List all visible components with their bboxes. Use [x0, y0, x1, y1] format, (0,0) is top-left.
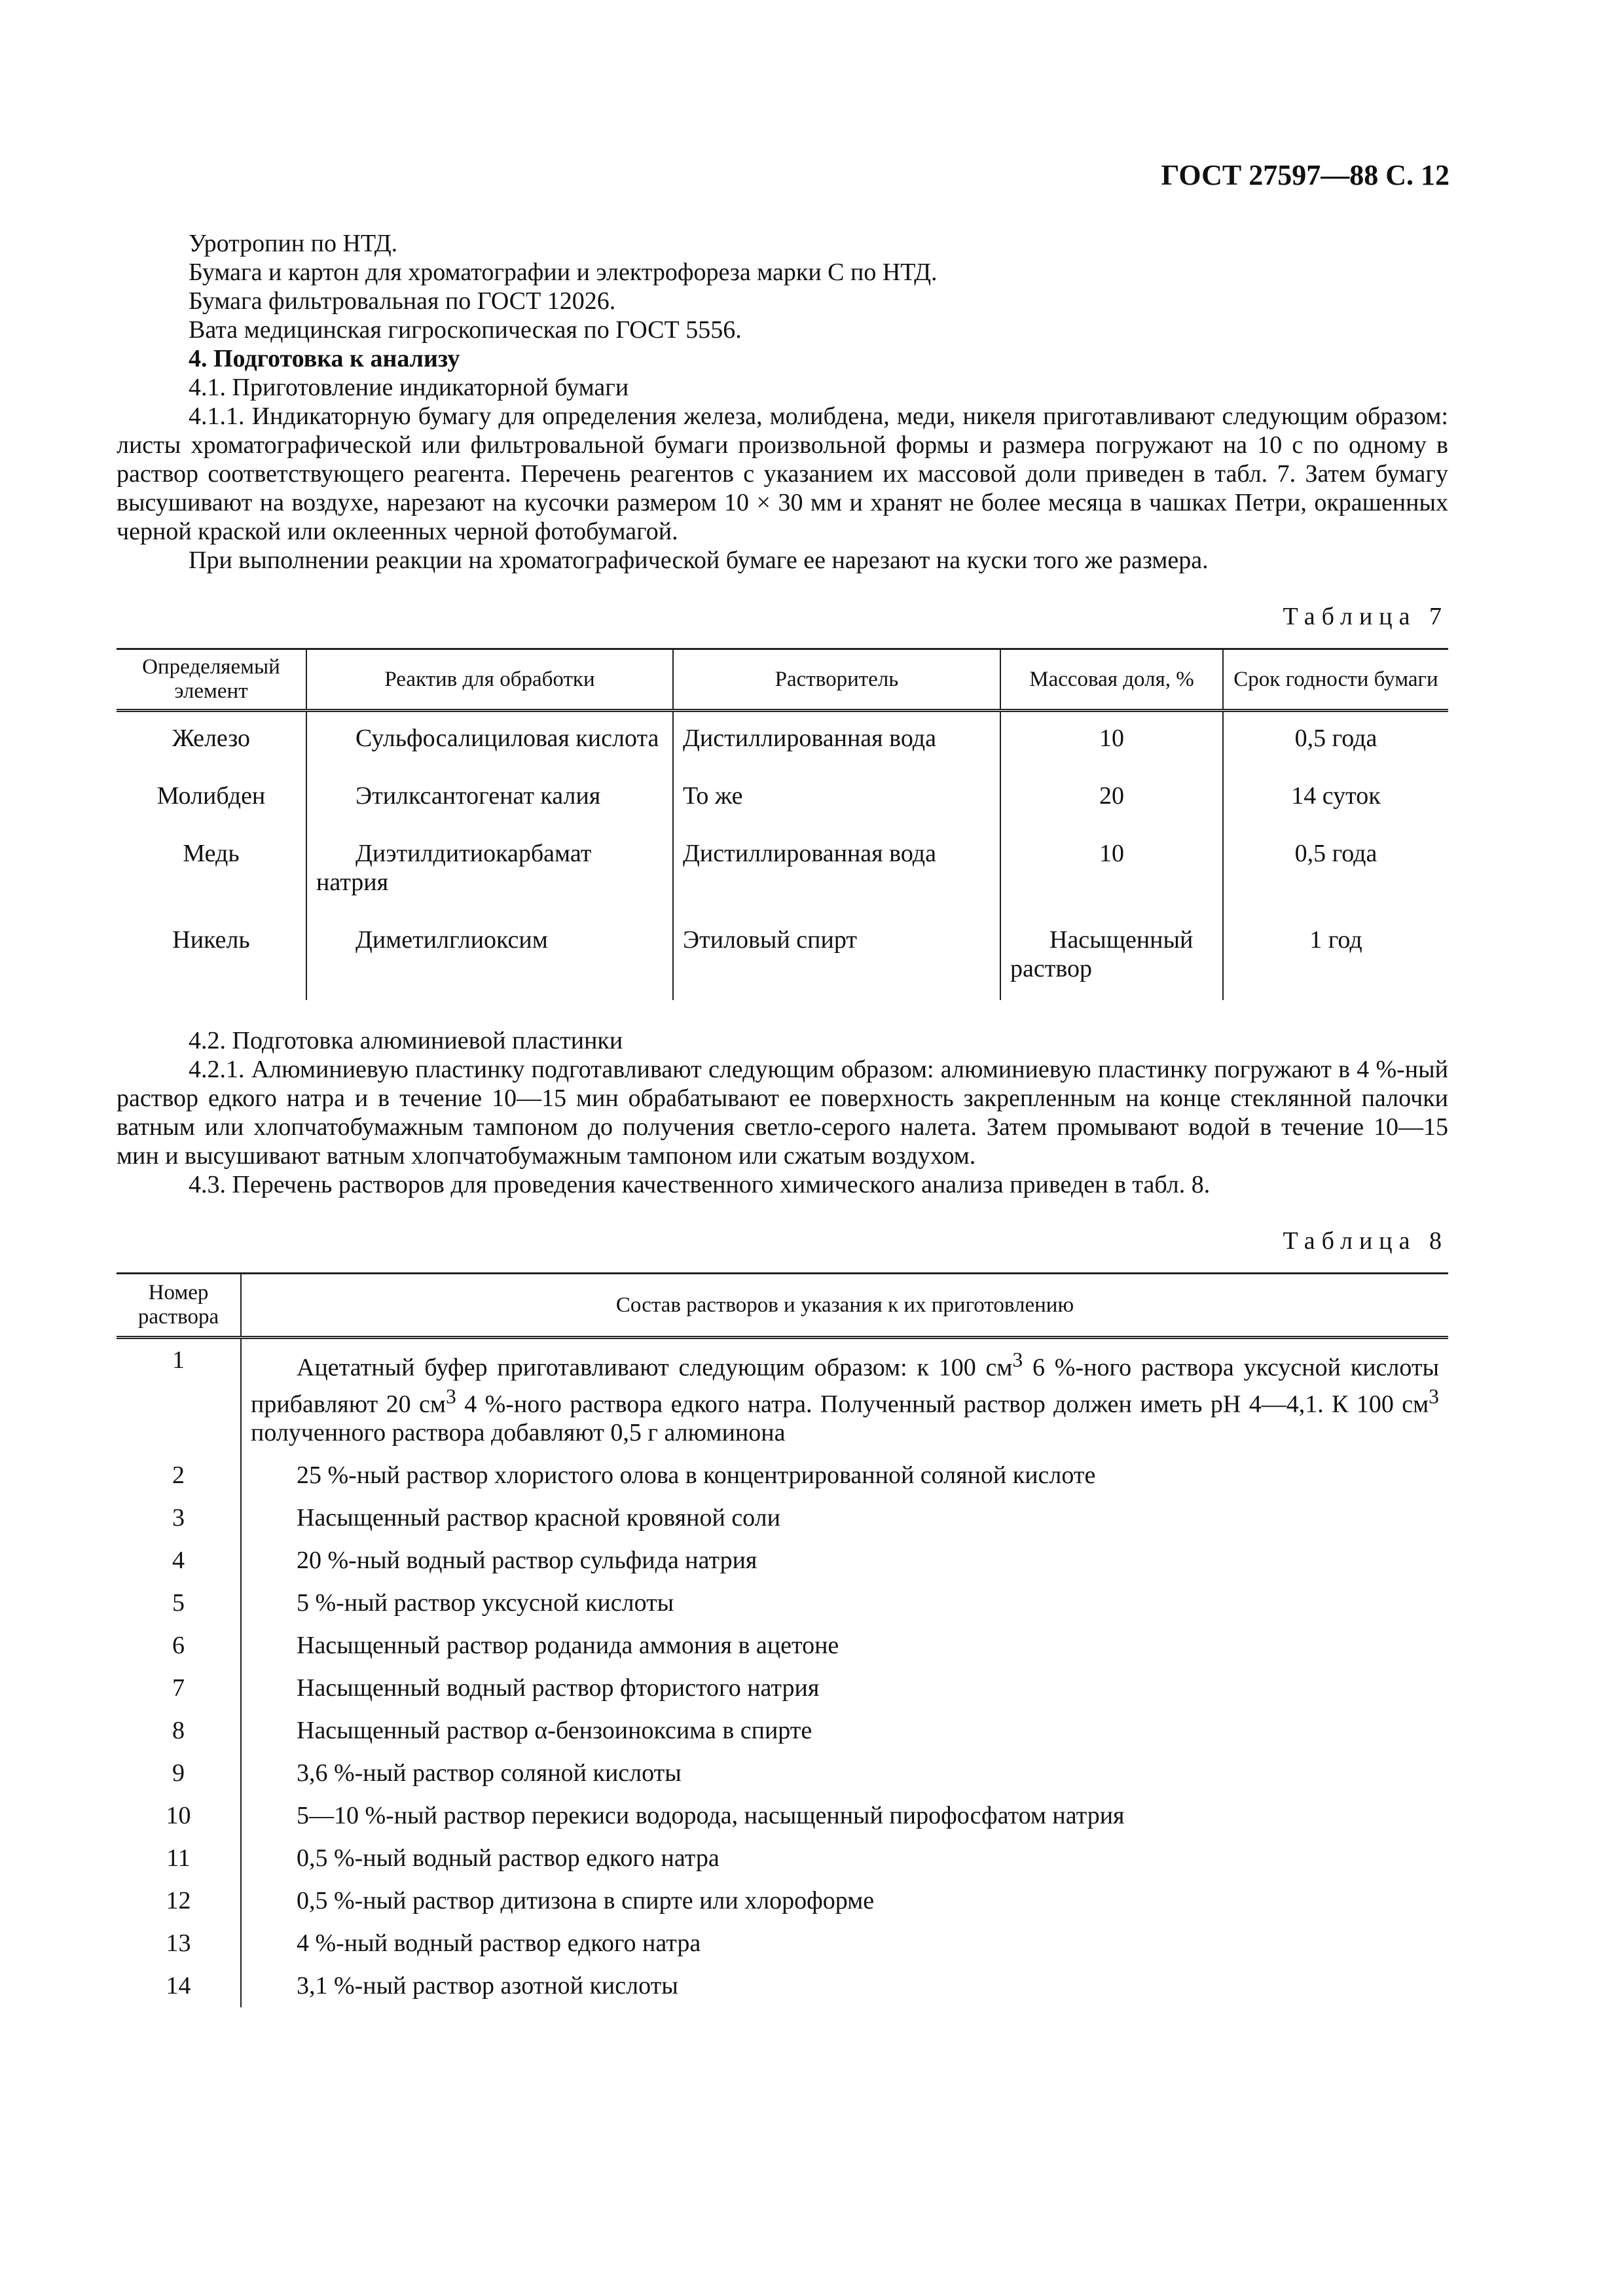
table-cell: Железо	[172, 725, 251, 752]
table-cell: 12	[166, 1887, 191, 1915]
table-row	[117, 1338, 1448, 1455]
table-cell: 14	[166, 1972, 191, 2000]
table-cell: Насыщенный раствор красной кровяной соли	[241, 1497, 1448, 1539]
table-row	[117, 770, 1448, 827]
document-body	[117, 229, 1448, 2007]
table-row	[117, 914, 1448, 1000]
table-row	[117, 1837, 1448, 1880]
table-row	[117, 1667, 1448, 1710]
table-row	[117, 1710, 1448, 1752]
table-cell: Диметилглиоксим	[306, 914, 673, 1000]
table-cell: Насыщенный водный раствор фтористого натрия	[241, 1667, 1448, 1710]
table-row	[117, 1965, 1448, 2007]
table-row	[117, 1582, 1448, 1624]
table-cell: 5	[172, 1589, 185, 1617]
table-cell: 5—10 %-ный раствор перекиси водорода, насыщенный пирофосфатом натрия	[241, 1795, 1448, 1837]
table-cell: То же	[673, 770, 1000, 827]
superscript: 3	[1429, 1384, 1439, 1408]
table8-header-cell: Состав растворов и указания к их приготовлению	[241, 1274, 1448, 1338]
table-cell: 1 год	[1223, 914, 1448, 1000]
table-cell: 10	[166, 1802, 191, 1830]
table-cell: Этилксантогенат калия	[306, 770, 673, 827]
table-cell: 3,6 %-ный раствор соляной кислоты	[241, 1752, 1448, 1795]
table-cell: Сульфосалициловая кислота	[306, 711, 673, 770]
table-cell: 14 суток	[1223, 770, 1448, 827]
table-cell: 7	[172, 1674, 185, 1702]
paragraph-chromatography: При выполнении реакции на хроматографической бумаге ее нарезают на куски того же размера.	[189, 547, 1209, 574]
table-cell-text: 4 %-ного раствора едкого натра. Полученный раствор должен иметь рН 4—4,1. К 100 см	[456, 1390, 1429, 1418]
table-cell: Дистиллированная вода	[673, 827, 1000, 914]
table8-header-cell: Номер раствора	[117, 1274, 241, 1338]
table7-header-cell: Реактив для обработки	[306, 649, 673, 711]
table-cell: Медь	[183, 840, 240, 867]
table-row	[117, 1880, 1448, 1922]
intro-line: Уротропин по НТД.	[189, 230, 398, 257]
table-row	[117, 1497, 1448, 1539]
table-row	[117, 1795, 1448, 1837]
table-row	[117, 827, 1448, 914]
table-cell: 3	[172, 1504, 185, 1532]
table7-header-cell: Массовая доля, %	[1000, 649, 1223, 711]
table-row	[117, 1624, 1448, 1667]
table8-header-row	[117, 1274, 1448, 1338]
table-cell: 8	[172, 1717, 185, 1745]
table-cell: 10	[1000, 827, 1223, 914]
table7-header-cell: Растворитель	[673, 649, 1000, 711]
table-cell-text: полученного раствора добавляют 0,5 г алюминона	[251, 1419, 786, 1447]
table-cell: 11	[166, 1844, 191, 1873]
intro-line: Бумага фильтровальная по ГОСТ 12026.	[189, 287, 616, 315]
paragraph-4-2-1: 4.2.1. Алюминиевую пластинку подготавливают следующим образом: алюминиевую пластинку погружают в 4 %-ный раствор едкого натра и в течение 10—15 мин обрабатывают ее поверхность закрепленным на конце стеклянной палочки ватным или хлопчатобумажным тампоном до получения светло-серого налета. Затем промывают водой в течение 10—15 мин и высушивают ватным хлопчатобумажным тампоном или сжатым воздухом.	[117, 1056, 1448, 1170]
table-cell	[241, 1338, 1448, 1455]
table7	[117, 648, 1448, 1000]
paragraph-4-2: 4.2. Подготовка алюминиевой пластинки	[189, 1027, 623, 1054]
table-cell: 3,1 %-ный раствор азотной кислоты	[241, 1965, 1448, 2007]
table-cell: Насыщенный раствор	[1000, 914, 1223, 1000]
table-cell: 0,5 %-ный водный раствор едкого натра	[241, 1837, 1448, 1880]
table-cell: 0,5 года	[1223, 827, 1448, 914]
table-cell-text: Ацетатный буфер приготавливают следующим образом: к 100 см	[297, 1354, 1013, 1382]
table-cell: 5 %-ный раствор уксусной кислоты	[241, 1582, 1448, 1624]
page-header: ГОСТ 27597—88 С. 12	[1161, 159, 1450, 191]
table-row	[117, 711, 1448, 770]
section-heading: 4. Подготовка к анализу	[189, 345, 460, 372]
table-row	[117, 1752, 1448, 1795]
table-cell: 20 %-ный водный раствор сульфида натрия	[241, 1539, 1448, 1582]
table-cell: 10	[1000, 711, 1223, 770]
table-row	[117, 1922, 1448, 1965]
table-cell: Насыщенный раствор α-бензоиноксима в спирте	[241, 1710, 1448, 1752]
table7-header-row	[117, 649, 1448, 711]
table7-caption: Таблица 7	[1283, 603, 1448, 630]
table-cell-text: 6 %-ного раствора уксусной кислоты прибавляют 20 см	[251, 1354, 1439, 1418]
table8	[117, 1272, 1448, 2007]
intro-line: Бумага и картон для хроматографии и электрофореза марки С по НТД.	[189, 259, 938, 286]
table-cell: Дистиллированная вода	[673, 711, 1000, 770]
table-cell: 13	[166, 1929, 191, 1958]
table-cell: 6	[172, 1632, 185, 1660]
table-cell: 25 %-ный раствор хлористого олова в концентрированной соляной кислоте	[241, 1454, 1448, 1497]
table-cell: 9	[172, 1759, 185, 1787]
table-cell: 4 %-ный водный раствор едкого натра	[241, 1922, 1448, 1965]
table-cell: Молибден	[156, 782, 266, 810]
table-cell: 1	[172, 1346, 185, 1374]
table-cell: Этиловый спирт	[673, 914, 1000, 1000]
table-cell: 4	[172, 1547, 185, 1575]
table-cell: 20	[1000, 770, 1223, 827]
table-cell: Никель	[172, 926, 250, 954]
paragraph-4-1-1: 4.1.1. Индикаторную бумагу для определения железа, молибдена, меди, никеля приготавливают следующим образом: листы хроматографической или фильтровальной бумаги произвольной формы и размера погружают на 10 с по одному в раствор соответствующего реагента. Перечень реагентов с указанием их массовой доли приведен в табл. 7. Затем бумагу высушивают на воздухе, нарезают на кусочки размером 10 × 30 мм и хранят не более месяца в чашках Петри, окрашенных черной краской или оклеенных черной фотобумагой.	[117, 403, 1448, 545]
table-row	[117, 1454, 1448, 1497]
intro-line: Вата медицинская гигроскопическая по ГОСТ 5556.	[189, 316, 742, 344]
table7-header-cell: Срок годности бумаги	[1223, 649, 1448, 711]
table-cell: 2	[172, 1462, 185, 1490]
paragraph-4-1: 4.1. Приготовление индикаторной бумаги	[189, 374, 629, 401]
table8-caption: Таблица 8	[1283, 1227, 1448, 1255]
table-cell: 0,5 %-ный раствор дитизона в спирте или хлороформе	[241, 1880, 1448, 1922]
table-cell: Диэтилдитиокарбамат натрия	[306, 827, 673, 914]
table7-header-cell: Определяемый элемент	[117, 649, 306, 711]
superscript: 3	[1012, 1348, 1023, 1371]
table-cell: 0,5 года	[1223, 711, 1448, 770]
table-cell: Насыщенный раствор роданида аммония в ацетоне	[241, 1624, 1448, 1667]
paragraph-4-3: 4.3. Перечень растворов для проведения качественного химического анализа приведен в табл. 8.	[189, 1171, 1211, 1198]
superscript: 3	[445, 1384, 456, 1408]
table-row	[117, 1539, 1448, 1582]
